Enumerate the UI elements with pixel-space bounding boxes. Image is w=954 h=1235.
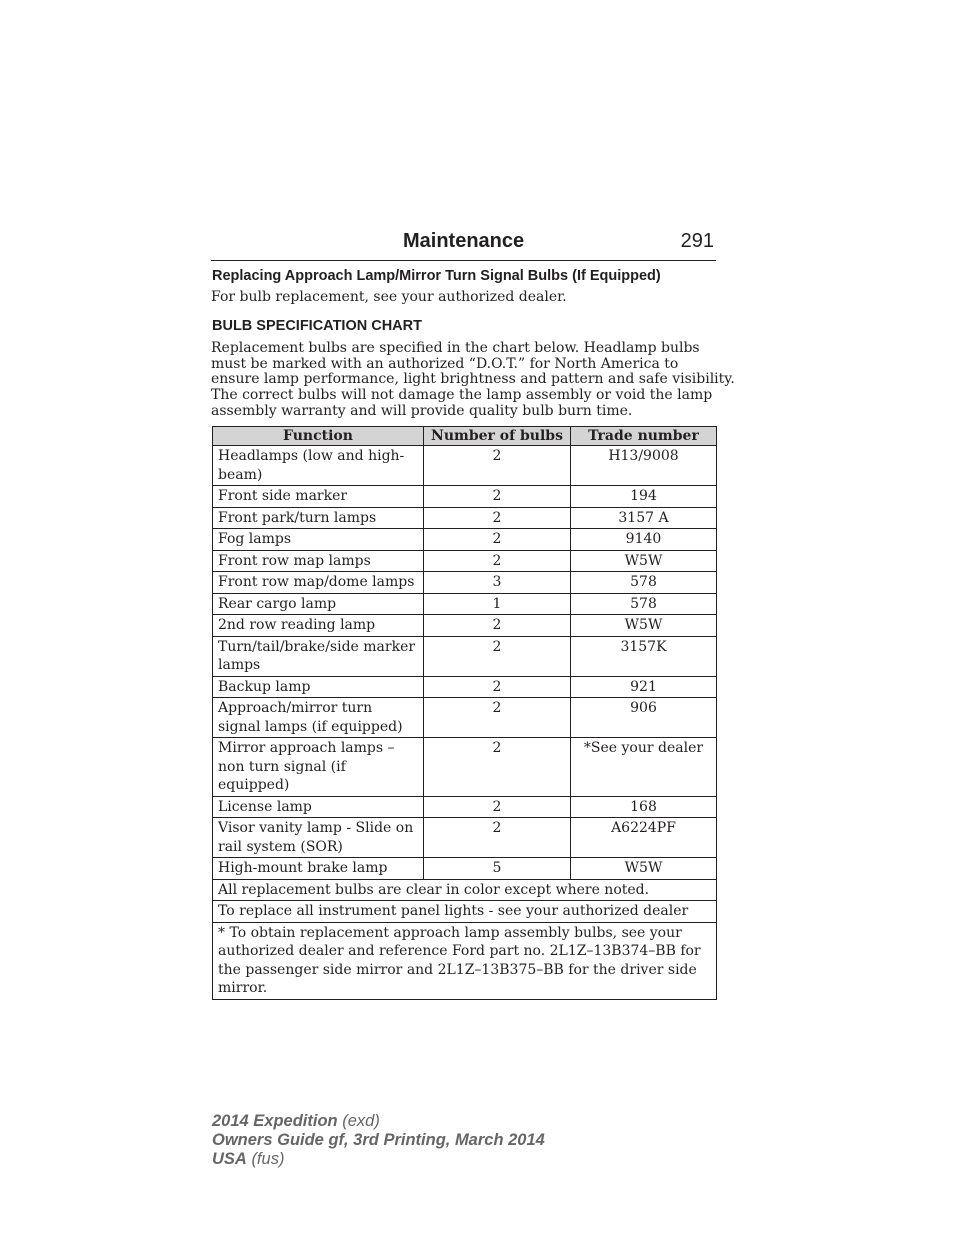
- function-cell: Headlamps (low and high-beam): [213, 446, 424, 486]
- table-row: [213, 529, 717, 551]
- page-footer: [212, 1112, 545, 1169]
- number-cell: 5: [424, 858, 571, 880]
- trade-cell: W5W: [571, 858, 717, 880]
- function-cell: Front park/turn lamps: [213, 507, 424, 529]
- number-cell: 2: [424, 738, 571, 797]
- column-header-function: Function: [213, 427, 424, 446]
- table-row: [213, 796, 717, 818]
- page-number: 291: [680, 230, 714, 252]
- table-row: [213, 676, 717, 698]
- function-cell: Front row map lamps: [213, 550, 424, 572]
- number-cell: 2: [424, 818, 571, 858]
- table-note-row: [213, 879, 717, 901]
- footer-line-2: [212, 1131, 545, 1150]
- table-row: [213, 615, 717, 637]
- function-cell: High-mount brake lamp: [213, 858, 424, 880]
- column-header-trade: Trade number: [571, 427, 717, 446]
- number-cell: 2: [424, 486, 571, 508]
- trade-cell: 921: [571, 676, 717, 698]
- approach-lamp-text: For bulb replacement, see your authorized dealer.: [211, 289, 567, 305]
- number-cell: 2: [424, 529, 571, 551]
- trade-cell: 9140: [571, 529, 717, 551]
- table-header-row: [213, 427, 717, 446]
- table-row: [213, 446, 717, 486]
- function-cell: Visor vanity lamp - Slide on rail system (SOR): [213, 818, 424, 858]
- footer-line-3: [212, 1150, 545, 1169]
- table-row: [213, 593, 717, 615]
- footer-market: USA: [212, 1150, 247, 1168]
- trade-cell: W5W: [571, 615, 717, 637]
- function-cell: 2nd row reading lamp: [213, 615, 424, 637]
- trade-cell: *See your dealer: [571, 738, 717, 797]
- intro-line: assembly warranty and will provide quality bulb burn time.: [211, 402, 633, 419]
- bulb-chart-intro: [211, 340, 735, 420]
- trade-cell: A6224PF: [571, 818, 717, 858]
- function-cell: Front side marker: [213, 486, 424, 508]
- table-note-row: [213, 922, 717, 999]
- function-cell: Rear cargo lamp: [213, 593, 424, 615]
- page-header: [211, 228, 716, 261]
- section-title: Maintenance: [403, 230, 525, 252]
- number-cell: 1: [424, 593, 571, 615]
- table-row: [213, 507, 717, 529]
- number-cell: 2: [424, 676, 571, 698]
- trade-cell: 194: [571, 486, 717, 508]
- number-cell: 2: [424, 507, 571, 529]
- trade-cell: H13/9008: [571, 446, 717, 486]
- approach-lamp-heading: Replacing Approach Lamp/Mirror Turn Signal Bulbs (If Equipped): [212, 268, 661, 284]
- table-row: [213, 572, 717, 594]
- function-cell: Approach/mirror turn signal lamps (if equipped): [213, 698, 424, 738]
- table-row: [213, 486, 717, 508]
- function-cell: Backup lamp: [213, 676, 424, 698]
- intro-line: Replacement bulbs are specified in the chart below. Headlamp bulbs: [211, 340, 700, 356]
- table-row: [213, 818, 717, 858]
- trade-cell: 578: [571, 572, 717, 594]
- table-row: [213, 698, 717, 738]
- trade-cell: 3157K: [571, 636, 717, 676]
- trade-cell: 168: [571, 796, 717, 818]
- table-row: [213, 738, 717, 797]
- table-row: [213, 636, 717, 676]
- footer-guide: Owners Guide gf, 3rd Printing, March 2014: [212, 1131, 545, 1149]
- table-note: To replace all instrument panel lights - see your authorized dealer: [213, 901, 717, 923]
- intro-line: ensure lamp performance, light brightness and pattern and safe visibility.: [211, 371, 735, 388]
- number-cell: 2: [424, 796, 571, 818]
- column-header-number: Number of bulbs: [424, 427, 571, 446]
- number-cell: 2: [424, 446, 571, 486]
- function-cell: License lamp: [213, 796, 424, 818]
- number-cell: 2: [424, 615, 571, 637]
- trade-cell: 3157 A: [571, 507, 717, 529]
- trade-cell: 578: [571, 593, 717, 615]
- table-row: [213, 550, 717, 572]
- table-note: * To obtain replacement approach lamp assembly bulbs, see your authorized dealer and reference Ford part no. 2L1Z–13B374–BB for the passenger side mirror and 2L1Z–13B375–BB for the driver side mirror.: [213, 922, 717, 999]
- trade-cell: 906: [571, 698, 717, 738]
- bulb-specification-table: [212, 426, 717, 1000]
- footer-model: 2014 Expedition: [212, 1112, 338, 1130]
- function-cell: Mirror approach lamps – non turn signal (if equipped): [213, 738, 424, 797]
- footer-model-code: (exd): [342, 1112, 380, 1130]
- function-cell: Front row map/dome lamps: [213, 572, 424, 594]
- number-cell: 2: [424, 636, 571, 676]
- table-row: [213, 858, 717, 880]
- number-cell: 3: [424, 572, 571, 594]
- table-note: All replacement bulbs are clear in color except where noted.: [213, 879, 717, 901]
- footer-market-code: (fus): [251, 1150, 285, 1168]
- bulb-chart-heading: BULB SPECIFICATION CHART: [212, 318, 422, 334]
- function-cell: Turn/tail/brake/side marker lamps: [213, 636, 424, 676]
- footer-line-1: [212, 1112, 545, 1131]
- trade-cell: W5W: [571, 550, 717, 572]
- intro-line: The correct bulbs will not damage the lamp assembly or void the lamp: [211, 387, 713, 404]
- function-cell: Fog lamps: [213, 529, 424, 551]
- table-note-row: [213, 901, 717, 923]
- intro-line: must be marked with an authorized “D.O.T.” for North America to: [211, 355, 679, 372]
- number-cell: 2: [424, 698, 571, 738]
- number-cell: 2: [424, 550, 571, 572]
